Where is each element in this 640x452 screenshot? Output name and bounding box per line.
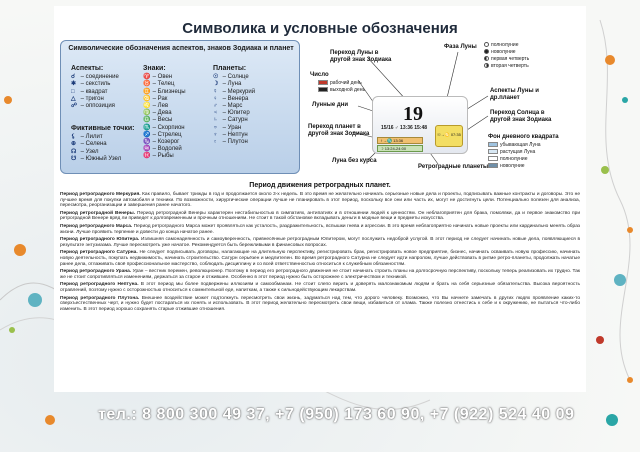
last-quarter-icon: [484, 63, 489, 68]
planets-column: [213, 65, 255, 146]
label-planet-sign-change: Переход планет в другой знак Зодиака: [308, 124, 370, 137]
fictitious-point-label: Узел: [85, 148, 99, 155]
planet-label: Солнце: [227, 74, 249, 81]
content-page: [54, 6, 586, 392]
retrograde-paragraph: [60, 237, 580, 248]
paragraph-heading: Период ретроградного Сатурна.: [60, 250, 138, 256]
paragraph-text: Как правило, бывает трижды в год и продолжается около 3-х недель. В это время не желательно начинать серьезные новые дела и проекты, подписывать важные контракты и договоры. Это не лучшее время для покупки автомобиля и техники. По возможности, хирургические операции лучше не планировать в этот период, поскольку все они или часть их, могут не достигнуть цели. Потенциально полезен для анализа, пересмотра, реорганизации и завершения ранее начатого.: [60, 192, 580, 209]
planets-header: Планеты:: [213, 65, 247, 72]
zodiac-sign-label: Овен: [157, 74, 173, 81]
zodiac-sign-label: Дева: [157, 110, 172, 117]
planet-label: Уран: [227, 124, 242, 131]
day-lunar-times: 15/16 ♂ 13:36 15:48: [381, 125, 428, 131]
new-moon-icon: [484, 49, 489, 54]
retrograde-paragraph: [60, 296, 580, 313]
zodiac-sign-symbol-icon: ♋: [143, 95, 151, 102]
planet-item: ♄ – Сатурн: [213, 117, 248, 124]
planet-item: ♂ – Марс: [213, 103, 243, 110]
zodiac-sign-label: Стрелец: [157, 131, 182, 138]
label-moon-phase: Фаза Луны: [444, 44, 477, 50]
planet-symbol-icon: ☿: [213, 88, 218, 95]
sample-day-card: [372, 96, 468, 154]
paragraph-text: Период ретроградного Марса может проявляться как усталость, раздражительность, вспышки гнева и агрессии. В это время неблагоприятно начинать новые проекты или кардинально менять образ жизни. Лучше проявить терпение и довести до конца начатое ранее.: [60, 223, 581, 235]
planet-label: Нептун: [227, 131, 248, 138]
paragraph-text: В этот период мы более подвержены иллюзиям и самообманам. Не стоит слепо верить и доверять малознакомым людям и брать на себя серьезные обязательства. Высока вероятность отравлений, поэтому нужно с осторожностью относиться к сомнительной еде, напиткам, а также к сильнодействующим лекарствам.: [60, 282, 580, 293]
planet-symbol-icon: ♀: [213, 95, 218, 102]
symbol-legend-box: [60, 40, 300, 174]
zodiac-sign-item: ♎ – Весы: [143, 117, 173, 124]
planet-item: ♅ – Уран: [213, 124, 242, 131]
planet-symbol-icon: ♆: [213, 131, 218, 138]
zodiac-sign-symbol-icon: ♓: [143, 153, 151, 160]
planet-item: ☉ – Солнце: [213, 74, 249, 81]
label-number: Число: [310, 72, 329, 78]
aspects-header: Аспекты:: [71, 65, 104, 72]
zodiac-sign-label: Близнецы: [157, 88, 186, 95]
planet-symbol-icon: ♇: [213, 139, 218, 146]
planet-item: ♃ – Юпитер: [213, 110, 250, 117]
day-number: 19: [403, 103, 423, 125]
fictitious-point-symbol-icon: ☊: [71, 148, 77, 155]
zodiac-sign-symbol-icon: ♊: [143, 88, 151, 95]
aspect-label: квадрат: [85, 88, 108, 95]
zodiac-sign-item: ♉ – Телец: [143, 81, 175, 88]
planet-symbol-icon: ♃: [213, 110, 218, 117]
zodiac-sign-symbol-icon: ♑: [143, 139, 151, 146]
aspect-label: секстиль: [85, 81, 111, 88]
zodiac-sign-symbol-icon: ♉: [143, 81, 151, 88]
planet-item: ♆ – Нептун: [213, 131, 248, 138]
zodiac-sign-item: ♈ – Овен: [143, 74, 173, 81]
fictitious-point-symbol-icon: ☋: [71, 155, 77, 162]
fictitious-point-label: Южный Узел: [85, 155, 122, 162]
paragraph-heading: Период ретроградного Урана.: [60, 269, 132, 275]
zodiac-sign-label: Рак: [157, 95, 168, 102]
zodiac-sign-label: Лев: [157, 103, 169, 110]
section-title: Период движения ретроградных планет.: [249, 182, 391, 189]
zodiac-sign-symbol-icon: ♏: [143, 124, 151, 131]
fictitious-point-label: Лилит: [85, 134, 103, 141]
dayoff-swatch: [318, 87, 328, 92]
paragraph-text: Внешнее воздействие может подтолкнуть пересмотреть свои жизнь, задуматься над тем, что дорого человеку. Возможно, что Вы начнете замечать в других людях проявление каких-то сверхъестественных черт, и нужно будет постараться их понять и использовать. В этот период желательно пересмотреть свои вещи, избавиться от хлама. Также полезно отнестись к себе и к окружению, не пытаться что-либо изменить. В этот период хорошо сохранять старые отжившие отношения.: [60, 295, 580, 312]
zodiac-sign-item: ♋ – Рак: [143, 95, 168, 102]
workday-swatch: [318, 80, 328, 85]
planet-symbol-icon: ♂: [213, 103, 218, 110]
zodiac-sign-label: Телец: [157, 81, 175, 88]
label-sun-sign-change: Переход Солнца в другой знак Зодиака: [490, 110, 552, 123]
aspect-item: ✱ – секстиль: [71, 81, 111, 88]
label-lunar-days: Лунные дни: [312, 102, 349, 108]
aspect-symbol-icon: △: [71, 95, 76, 102]
paragraph-heading: Период ретроградного Нептуна.: [60, 282, 139, 288]
retrograde-paragraph: [60, 250, 580, 267]
zodiac-sign-symbol-icon: ♎: [143, 117, 151, 124]
aspect-item: ☌ – соединение: [71, 74, 119, 81]
zodiac-sign-item: ♌ – Лев: [143, 103, 169, 110]
retrograde-paragraph: [60, 224, 580, 235]
zodiac-sign-item: ♓ – Рыбы: [143, 153, 174, 160]
retrograde-paragraph: [60, 192, 580, 209]
planet-symbol-icon: ☽: [213, 81, 219, 88]
label-bg-title: Фон дневного квадрата: [488, 134, 559, 140]
retrograde-text: [60, 182, 580, 314]
retrograde-paragraph: [60, 282, 580, 293]
zodiac-sign-symbol-icon: ♒: [143, 146, 151, 153]
planet-item: ☿ – Меркурий: [213, 88, 256, 95]
full-moon-icon: [484, 42, 489, 47]
moon-phase-legend: полнолуние новолуние первая четверть вторая четверть: [484, 42, 529, 70]
zodiac-sign-item: ♒ – Водолей: [143, 146, 182, 153]
phone-numbers: тел.: 8 800 300 49 37, +7 (950) 173 60 90, +7 (922) 524 40 09: [98, 406, 575, 423]
planet-label: Сатурн: [227, 117, 248, 124]
label-moon-void: Луна без курса: [332, 158, 377, 164]
aspect-item: ☍ – оппозиция: [71, 103, 115, 110]
paragraph-heading: Период ретроградного Юпитера.: [60, 237, 140, 243]
zodiac-sign-symbol-icon: ♍: [143, 110, 151, 117]
planet-label: Плутон: [227, 139, 248, 146]
planet-item: ♇ – Плутон: [213, 139, 248, 146]
zodiac-sign-item: ♑ – Козерог: [143, 139, 180, 146]
planet-label: Луна: [227, 81, 242, 88]
waning-swatch: [488, 142, 498, 147]
paragraph-heading: Период ретроградной Венеры.: [60, 210, 136, 216]
zodiac-sign-item: ♏ – Скорпион: [143, 124, 185, 131]
page-title: Символика и условные обозначения: [182, 20, 458, 37]
moon-void-strip: ☽ 13:24-24:00: [377, 145, 423, 152]
full-moon-swatch: [488, 156, 498, 161]
fictitious-point-item: ⊕ – Селена: [71, 141, 107, 148]
fictitious-header: Фиктивные точки:: [71, 125, 135, 132]
paragraph-heading: Период ретроградного Марса.: [60, 223, 133, 229]
aspect-item: □ – квадрат: [71, 88, 108, 95]
aspect-symbol-icon: □: [71, 88, 75, 95]
aspect-label: тригон: [85, 95, 104, 102]
planet-label: Юпитер: [227, 110, 250, 117]
fictitious-point-item: ☋ – Южный Узел: [71, 155, 122, 162]
legend-title: Символические обозначения аспектов, знаков Зодиака и планет: [68, 45, 294, 52]
zodiac-sign-label: Рыбы: [157, 153, 174, 160]
zodiac-sign-label: Скорпион: [157, 124, 185, 131]
waxing-swatch: [488, 149, 498, 154]
planet-label: Меркурий: [227, 88, 256, 95]
fictitious-point-symbol-icon: ⊕: [71, 141, 77, 148]
fictitious-column: [71, 125, 135, 163]
fictitious-point-item: ⚸ – Лилит: [71, 134, 103, 141]
paragraph-text: Не следует подписывать договоры, налагающие на длительную перспективу, регистрировать брак, регистрировать новое предприятие, бизнес, начинать осваивать новую профессию, начинать новую деятельность, покупать недвижимость, начинать строительство. Сатурн серьёзен и медлителен. Во время ретроградного Сатурна не следует идти напролом, лучше действовать в ритме ретро-планеты, продолжать начатые ранее дела, отлаживать своё профессиональное мастерство, соблюдать дисциплину и со всей ответственностью относиться к служебным обязанностям.: [60, 250, 580, 267]
label-retro-planets: Ретроградные планеты: [418, 164, 489, 170]
aspect-label: оппозиция: [85, 103, 115, 110]
aspects-column: [71, 65, 119, 110]
signs-column: [143, 65, 186, 161]
signs-header: Знаки:: [143, 65, 166, 72]
planet-item: ♀ – Венера: [213, 95, 249, 102]
planet-symbol-icon: ☉: [213, 74, 219, 81]
paragraph-text: Уран – вестник перемен, революционер. Поэтому в период его ретроградного движения не стоит начинать строить планы на долгосрочную перспективу, поскольку теперь реализовать их трудно. Так же не стоит сопротивляться изменениям, держаться за старое и отжившее. Особенно в этот период нужно быть осторожнее с электричеством и техникой.: [60, 269, 581, 280]
fictitious-point-item: ☊ – Узел: [71, 148, 99, 155]
label-aspects-planets: Аспекты Луны и др.планет: [490, 88, 539, 101]
paragraph-heading: Период ретроградного Меркурия.: [60, 192, 141, 197]
sun-transition-box: ☉→♋ 07:35: [435, 125, 463, 147]
zodiac-sign-symbol-icon: ♌: [143, 103, 151, 110]
zodiac-sign-label: Водолей: [157, 146, 182, 153]
planet-item: ☽ – Луна: [213, 81, 242, 88]
fictitious-point-symbol-icon: ⚸: [71, 134, 76, 141]
zodiac-sign-label: Весы: [157, 117, 173, 124]
bg-legend: убывающая Луна растущая Луна полнолуние новолуние: [488, 142, 541, 170]
paragraph-heading: Период ретроградного Плутона.: [60, 295, 140, 301]
fictitious-point-label: Селена: [85, 141, 107, 148]
planet-symbol-icon: ♄: [213, 117, 218, 124]
aspect-symbol-icon: ☍: [71, 103, 78, 110]
zodiac-sign-symbol-icon: ♐: [143, 131, 151, 138]
zodiac-sign-label: Козерог: [157, 139, 180, 146]
new-moon-swatch: [488, 163, 498, 168]
planet-label: Марс: [227, 103, 243, 110]
day-type-legend: рабочий день выходной день: [318, 80, 365, 94]
aspect-item: △ – тригон: [71, 95, 104, 102]
first-quarter-icon: [484, 56, 489, 61]
planet-symbol-icon: ♅: [213, 124, 218, 131]
retrograde-paragraph: [60, 269, 580, 280]
zodiac-sign-symbol-icon: ♈: [143, 74, 151, 81]
zodiac-sign-item: ♐ – Стрелец: [143, 131, 182, 138]
paragraph-text: Период ретроградной Венеры характерен нестабильностью в симпатиях, антипатиях и в отношении людей к ценностям. Он неблагоприятен для брака, помолвки, да и первое знакомство при ретроградной Венере вряд ли приведет к долговременным и прочным отношениям. Не стоит в такой обстановке вкладывать деньги в модные вещи и предметы искусства.: [60, 210, 580, 222]
paragraph-text: Излишняя самонадеянность и самоуверенность, привнесённые ретроградным Юпитером, могут послужить недоброй услугой. В этот период не следует начинать новые дела, появляющиеся в результате энтузиазма. Лучше пересмотреть уже начатое. Рекомендуется быть бережливыми в финансовых вопросах.: [60, 237, 580, 248]
aspect-label: соединение: [85, 74, 119, 81]
planet-label: Венера: [227, 95, 249, 102]
aspect-symbol-icon: ✱: [71, 81, 77, 88]
retrograde-paragraph: [60, 211, 580, 222]
calendar-legend-diagram: [308, 40, 578, 174]
zodiac-sign-item: ♍ – Дева: [143, 110, 172, 117]
zodiac-sign-item: ♊ – Близнецы: [143, 88, 186, 95]
label-moon-sign-change: Переход Луны в другой знак Зодиака: [330, 50, 392, 63]
planet-transition-strip: ♀→♏ 13:36: [377, 137, 423, 144]
aspect-symbol-icon: ☌: [71, 74, 76, 81]
